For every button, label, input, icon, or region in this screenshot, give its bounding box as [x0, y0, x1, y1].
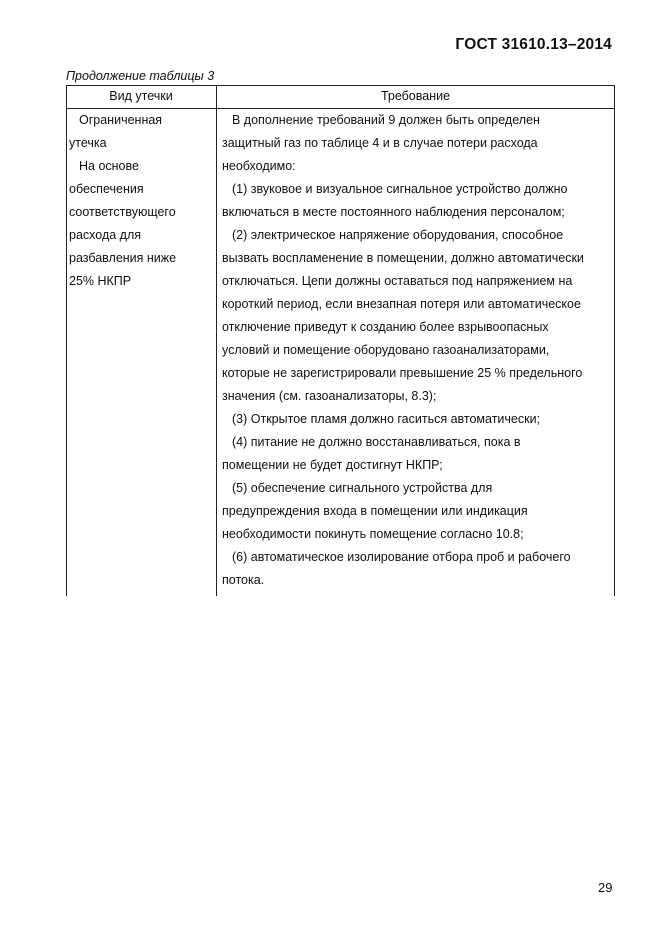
requirement-text-line: В дополнение требований 9 должен быть определен: [232, 113, 540, 127]
requirement-text-line: (2) электрическое напряжение оборудования, способное: [232, 228, 564, 242]
leak-type-cell: [69, 109, 214, 293]
requirement-text-line: (1) звуковое и визуальное сигнальное устройство должно: [232, 182, 568, 196]
requirement-text-line: вызвать воспламенение в помещении, должно автоматически: [222, 251, 584, 265]
requirement-text-line: (5) обеспечение сигнального устройства для: [232, 481, 493, 495]
requirement-text-line: короткий период, если внезапная потеря или автоматическое: [222, 297, 581, 311]
table-right-rule: [614, 85, 615, 596]
leak-type-text-line: обеспечения: [69, 182, 144, 196]
requirements-table: [66, 85, 615, 596]
requirement-text-line: отключаться. Цепи должны оставаться под напряжением на: [222, 274, 573, 288]
table-left-rule: [66, 85, 67, 596]
leak-type-text-line: соответствующего: [69, 205, 176, 219]
leak-type-text-line: утечка: [69, 136, 107, 150]
requirement-text-line: (6) автоматическое изолирование отбора проб и рабочего: [232, 550, 571, 564]
page-number: 29: [598, 880, 613, 895]
leak-type-text-line: Ограниченная: [79, 113, 163, 127]
requirement-text-line: которые не зарегистрировали превышение 25 % предельного: [222, 366, 583, 380]
requirement-text-line: защитный газ по таблице 4 и в случае потери расхода: [222, 136, 538, 150]
requirement-text-line: потока.: [222, 573, 265, 587]
requirement-text-line: предупреждения входа в помещении или индикация: [222, 504, 528, 518]
requirement-text-line: условий и помещение оборудовано газоанализаторами,: [222, 343, 550, 357]
requirement-text-line: (4) питание не должно восстанавливаться, пока в: [232, 435, 521, 449]
leak-type-text-line: разбавления ниже: [69, 251, 177, 265]
requirement-text-line: (3) Открытое пламя должно гаситься автоматически;: [232, 412, 541, 426]
leak-type-text-line: расхода для: [69, 228, 142, 242]
requirement-text-line: отключение приведут к созданию более взрывоопасных: [222, 320, 549, 334]
column-header-requirement: Требование: [380, 89, 451, 103]
leak-type-text-line: На основе: [79, 159, 139, 173]
requirement-text-line: помещении не будет достигнут НКПР;: [222, 458, 443, 472]
column-header-leak-type: Вид утечки: [109, 89, 173, 103]
requirement-text-line: значения (см. газоанализаторы, 8.3);: [222, 389, 437, 403]
document-code: ГОСТ 31610.13–2014: [455, 36, 612, 53]
requirement-text-line: включаться в месте постоянного наблюдения персоналом;: [222, 205, 565, 219]
leak-type-text-line: 25% НКПР: [69, 274, 132, 288]
requirement-text-line: необходимости покинуть помещение согласно 10.8;: [222, 527, 524, 541]
table-column-divider: [216, 85, 217, 596]
requirement-text-line: необходимо:: [222, 159, 296, 173]
table-caption: Продолжение таблицы 3: [66, 69, 215, 83]
requirement-cell: [222, 109, 612, 592]
